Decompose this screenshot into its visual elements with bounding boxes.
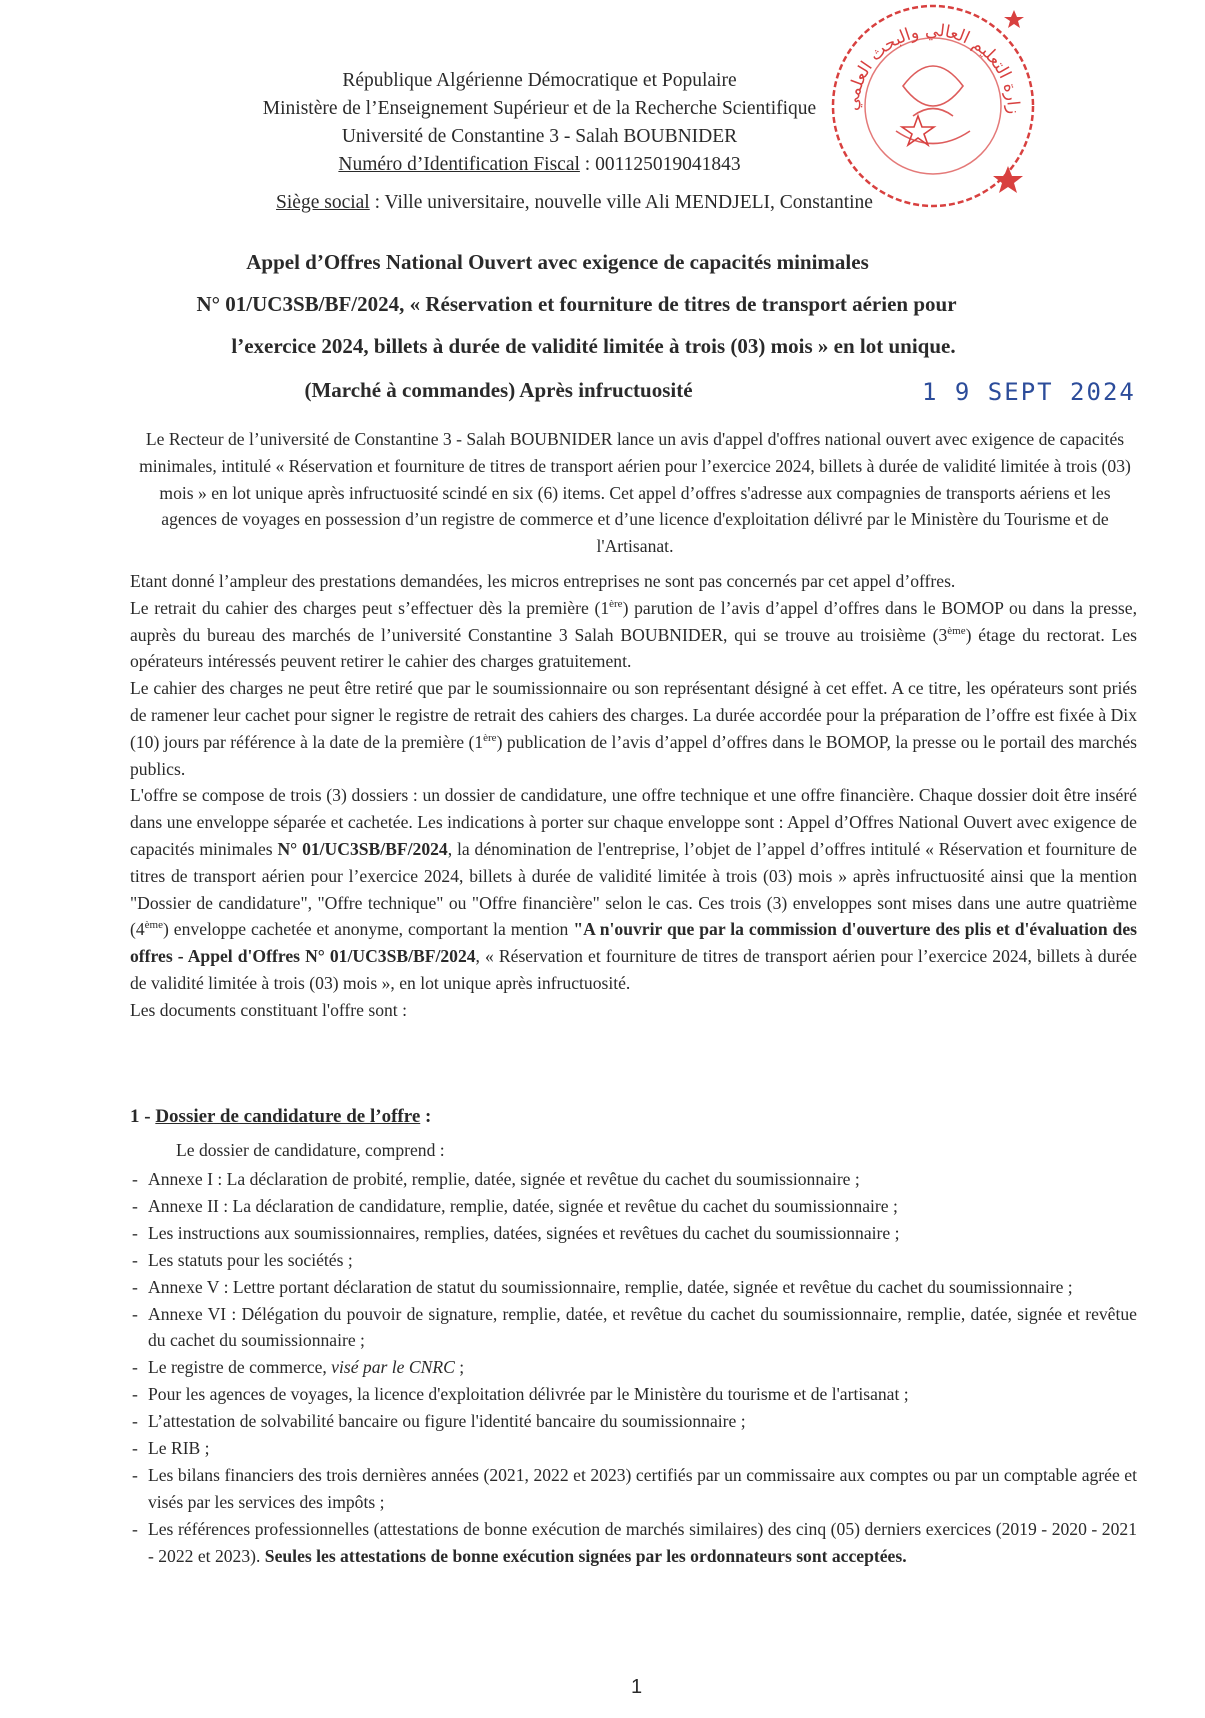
intro-paragraph: Le Recteur de l’université de Constantine 3 - Salah BOUBNIDER lance un avis d'appel d'offres national ouvert avec exigence de capacités minimales, intitulé « Réservation et fourniture de titres de transport aérien pour l’exercice 2024, billets à durée de validité limitée à trois (03) mois » en lot unique après infructuosité scindé en six (6) items. Cet appel d’offres s'adresse aux compagnies de transports aériens et les agences de voyages en possession d’un registre de commerce et d’une licence d'exploitation délivré par le Ministère du Tourisme et de l'Artisanat. [139, 429, 1131, 557]
main-body [130, 568, 1137, 1024]
list-item: - Annexe V : Lettre portant déclaration de statut du soumissionnaire, remplie, datée, signée et revêtue du cachet du soumissionnaire ; [130, 1274, 1137, 1301]
candidature-documents-list [130, 1166, 1137, 1570]
header-university: Université de Constantine 3 - Salah BOUBNIDER [341, 126, 738, 147]
paragraph-documents: Les documents constituant l'offre sont : [130, 999, 407, 1020]
date-stamp: 1 9 SEPT 2024 [922, 378, 1136, 406]
list-item: - Pour les agences de voyages, la licence d'exploitation délivrée par le Ministère du tourisme et de l'artisanat ; [130, 1381, 1137, 1408]
section-1-heading: 1 - Dossier de candidature de l’offre : [130, 1106, 432, 1127]
section-1-lead: Le dossier de candidature, comprend : [176, 1140, 445, 1160]
list-item: - Annexe VI : Délégation du pouvoir de signature, remplie, datée, et revêtue du cachet du soumissionnaire, remplie, datée, signée et revêtue du cachet du soumissionnaire ; [130, 1301, 1137, 1355]
list-item: - Les instructions aux soumissionnaires, remplies, datées, signées et revêtues du cachet du soumissionnaire ; [130, 1220, 1137, 1247]
paragraph-micro-enterprises: Etant donné l’ampleur des prestations demandées, les micros entreprises ne sont pas concernés par cet appel d’offres. [130, 571, 956, 591]
paragraph-retrait: Le retrait du cahier des charges peut s’effectuer dès la première (1ère) parution de l’avis d’appel d’offres dans le BOMOP ou dans la presse, auprès du bureau des marchés de l’université Constantine 3 Salah BOUBNIDER, qui se trouve au troisième (3ème) étage du rectorat. Les opérateurs intéressés peuvent retirer le cahier des charges gratuitement. [130, 597, 1137, 672]
paragraph-offre: L'offre se compose de trois (3) dossiers : un dossier de candidature, une offre technique et une offre financière. Chaque dossier doit être inséré dans une enveloppe séparée et cachetée. Les indications à porter sur chaque enveloppe sont : Appel d’Offres National Ouvert avec exigence de capacités minimales N° 01/UC3SB/BF/2024, la dénomination de l'entreprise, l’objet de l’appel d’offres intitulé « Réservation et fourniture de titres de transport aérien pour l’exercice 2024, billets à durée de validité limitée à trois (03) mois » après infructuosité ainsi que la mention "Dossier de candidature", "Offre technique" ou "Offre financière" selon le cas. Ces trois (3) enveloppes sont mises dans une autre quatrième (4ème) enveloppe cachetée et anonyme, comportant la mention "A n'ouvrir que par la commission d'ouverture des plis et d'évaluation des offres - Appel d'Offres N° 01/UC3SB/BF/2024, « Réservation et fourniture de titres de transport aérien pour l’exercice 2024, billets à durée de validité limitée à trois (03) mois », en lot unique après infructuosité. [130, 785, 1137, 993]
title-line-1: Appel d’Offres National Ouvert avec exigence de capacités minimales [246, 250, 869, 274]
list-item: - Le RIB ; [130, 1435, 1137, 1462]
title-line-4: (Marché à commandes) Après infructuosité [304, 378, 693, 402]
page-number: 1 [630, 1676, 643, 1698]
list-item: - L’attestation de solvabilité bancaire ou figure l'identité bancaire du soumissionnaire ; [130, 1408, 1137, 1435]
siege-value: : Ville universitaire, nouvelle ville Ali MENDJELI, Constantine [369, 192, 873, 213]
list-item: - Les bilans financiers des trois dernières années (2021, 2022 et 2023) certifiés par un commissaire aux comptes ou par un comptable agrée et visés par les services des impôts ; [130, 1462, 1137, 1516]
siege-label: Siège social [276, 192, 370, 213]
nif-value: : 001125019041843 [579, 154, 741, 175]
title-line-2: N° 01/UC3SB/BF/2024, « Réservation et fourniture de titres de transport aérien pour [196, 292, 957, 316]
header-nif [0, 152, 1142, 178]
header-siege [0, 190, 1177, 216]
list-item: - Annexe II : La déclaration de candidature, remplie, datée, signée et revêtue du cachet du soumissionnaire ; [130, 1193, 1137, 1220]
list-item: - Les statuts pour les sociétés ; [130, 1247, 1137, 1274]
header-republic: République Algérienne Démocratique et Populaire [342, 70, 737, 91]
header-ministry: Ministère de l’Enseignement Supérieur et de la Recherche Scientifique [262, 98, 817, 119]
list-item-references: - Les références professionnelles (attestations de bonne exécution de marchés similaires) des cinq (05) derniers exercices (2019 - 2020 - 2021 - 2022 et 2023). Seules les attestations de bonne exécution signées par les ordonnateurs sont acceptées. [130, 1516, 1137, 1570]
title-line-3: l’exercice 2024, billets à durée de validité limitée à trois (03) mois » en lot unique. [231, 334, 956, 358]
nif-label: Numéro d’Identification Fiscal [338, 154, 580, 175]
list-item: - Annexe I : La déclaration de probité, remplie, datée, signée et revêtue du cachet du soumissionnaire ; [130, 1166, 1137, 1193]
list-item-registre-commerce: - Le registre de commerce, visé par le CNRC ; [130, 1354, 1137, 1381]
paragraph-cahier: Le cahier des charges ne peut être retiré que par le soumissionnaire ou son représentant désigné à cet effet. A ce titre, les opérateurs sont priés de ramener leur cachet pour signer le registre de retrait des cahiers des charges. La durée accordée pour la préparation de l’offre est fixée à Dix (10) jours par référence à la date de la première (1ère) publication de l’avis d’appel d’offres dans le BOMOP, la presse ou le portail des marchés publics. [130, 678, 1137, 779]
seal-text: زارة التعليم العالي والبحث العلمي [842, 20, 1024, 115]
